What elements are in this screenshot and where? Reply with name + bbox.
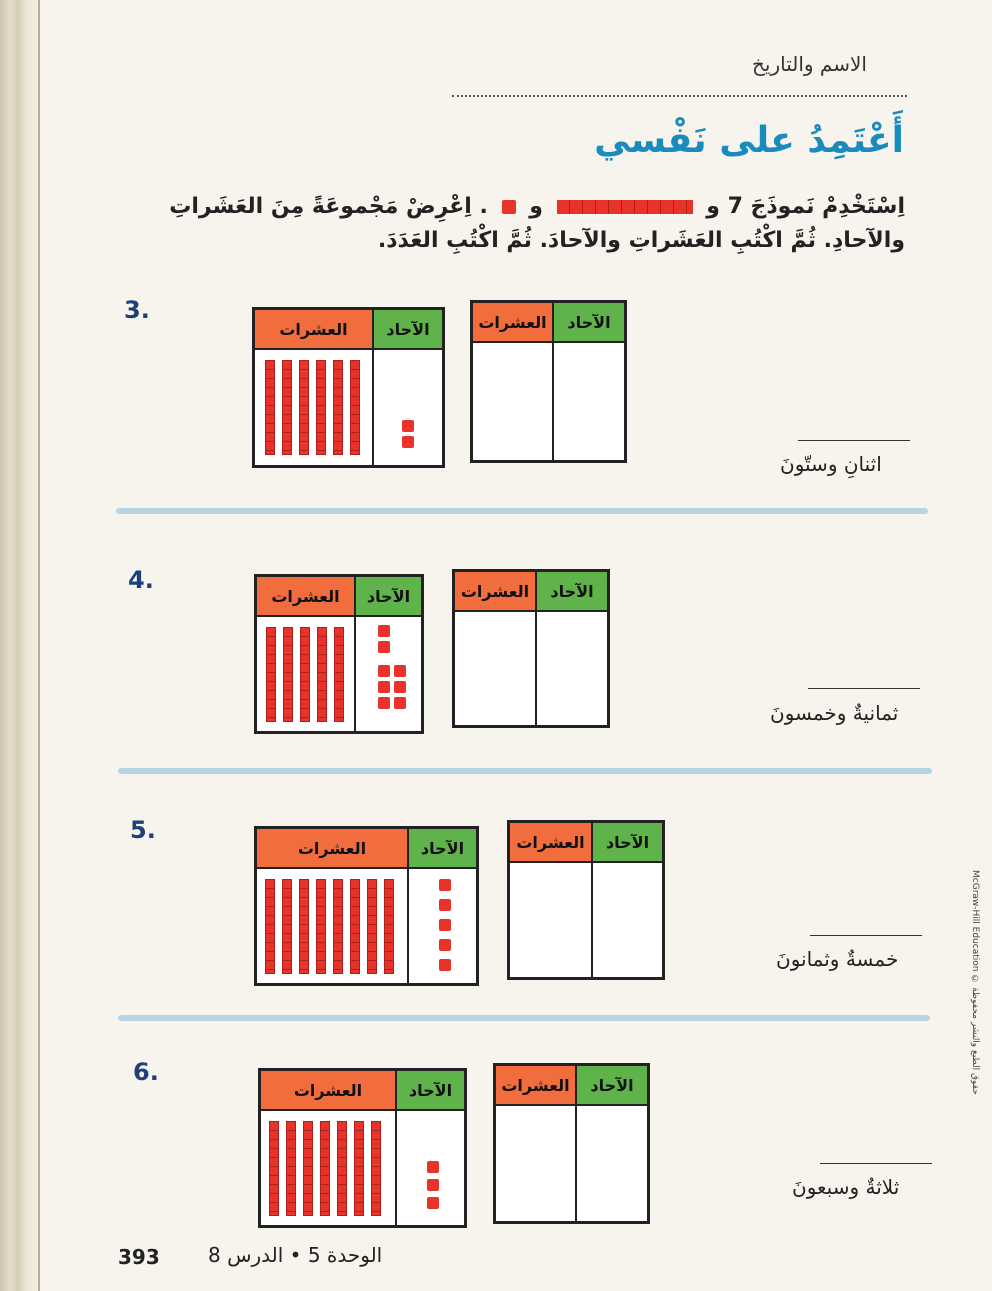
ten-rod [354, 1121, 364, 1216]
unit-cube [439, 939, 451, 951]
ones-header: الآحاد [409, 829, 476, 869]
ten-rod [316, 360, 326, 455]
unit-cube [394, 681, 406, 693]
tens-cell [255, 350, 372, 465]
tens-column [455, 572, 535, 725]
instructions-part1: اِسْتَخْدِمْ نَموذَجَ 7 و [706, 194, 905, 219]
problem-number: 3. [124, 296, 150, 324]
spine-edge [38, 0, 40, 1291]
unit-cube [427, 1179, 439, 1191]
unit-cube [378, 697, 390, 709]
number-word: ثمانيةٌ وخمسونَ [770, 701, 899, 725]
number-word: خمسةٌ وثمانونَ [776, 947, 899, 971]
answer-line [798, 440, 910, 441]
unit-cube [439, 919, 451, 931]
unit-cube-icon [502, 200, 516, 214]
unit-cube [394, 697, 406, 709]
unit-cube [427, 1197, 439, 1209]
tens-column [261, 1071, 395, 1225]
copyright-credit: McGraw-Hill Education © حقوق الطبع والنشر محفوظة [970, 870, 980, 1095]
number-word: ثلاثةٌ وسبعونَ [792, 1175, 900, 1199]
unit-cube [378, 641, 390, 653]
unit-cube [427, 1161, 439, 1173]
ones-column [354, 577, 421, 731]
page-title: أَعْتَمِدُ على نَفْسي [594, 120, 904, 161]
ones-header: الآحاد [537, 572, 607, 612]
section-divider [118, 768, 932, 774]
problem-number: 6. [133, 1058, 159, 1086]
unit-cube [378, 665, 390, 677]
answer-line [808, 688, 920, 689]
book-spine [0, 0, 40, 1291]
tens-column [255, 310, 372, 465]
ones-column [575, 1066, 647, 1221]
ten-rod [317, 627, 327, 722]
ten-rod [300, 627, 310, 722]
tens-header: العشرات [455, 572, 535, 612]
name-date-label: الاسم والتاريخ [752, 52, 867, 76]
ones-cell [409, 869, 476, 983]
model-chart [252, 307, 445, 468]
unit-cube [402, 420, 414, 432]
unit-cube [378, 625, 390, 637]
ones-column [407, 829, 476, 983]
page-number: 393 [118, 1245, 160, 1269]
ten-rod [333, 879, 343, 974]
instructions [120, 190, 905, 258]
ten-rod [299, 879, 309, 974]
ten-rod [316, 879, 326, 974]
ten-rod [265, 879, 275, 974]
answer-line [810, 935, 922, 936]
tens-column [496, 1066, 575, 1221]
ten-rod [334, 627, 344, 722]
tens-column [510, 823, 591, 977]
answer-line [820, 1163, 932, 1164]
ten-rod [283, 627, 293, 722]
ones-column [552, 303, 624, 460]
answer-chart [452, 569, 610, 728]
unit-cube [439, 899, 451, 911]
tens-cell [261, 1111, 395, 1225]
model-chart [258, 1068, 467, 1228]
tens-header: العشرات [510, 823, 591, 863]
tens-header: العشرات [261, 1071, 395, 1111]
ten-rod [265, 360, 275, 455]
ones-column [591, 823, 662, 977]
ones-cell [397, 1111, 464, 1225]
tens-column [257, 577, 354, 731]
instructions-part2: و [529, 194, 543, 219]
tens-cell [257, 869, 407, 983]
ten-rod [350, 879, 360, 974]
ten-rod [333, 360, 343, 455]
tens-header: العشرات [473, 303, 552, 343]
ten-rod [320, 1121, 330, 1216]
ten-rod [350, 360, 360, 455]
tens-header: العشرات [257, 829, 407, 869]
answer-chart [493, 1063, 650, 1224]
tens-header: العشرات [255, 310, 372, 350]
ones-header: الآحاد [593, 823, 662, 863]
model-chart [254, 574, 424, 734]
unit-cube [394, 665, 406, 677]
ones-header: الآحاد [356, 577, 421, 617]
ten-rod [384, 879, 394, 974]
ones-header: الآحاد [374, 310, 442, 350]
model-chart [254, 826, 479, 986]
answer-chart [507, 820, 665, 980]
ten-rod [269, 1121, 279, 1216]
name-date-dotted-line [452, 95, 907, 97]
ten-rod [286, 1121, 296, 1216]
ten-rod [282, 879, 292, 974]
ones-cell [374, 350, 442, 465]
number-word: اثنانِ وستّونَ [780, 452, 882, 476]
tens-header: العشرات [257, 577, 354, 617]
unit-cube [439, 959, 451, 971]
ten-rod-icon [557, 200, 693, 214]
tens-column [473, 303, 552, 460]
unit-cube [439, 879, 451, 891]
ones-header: الآحاد [577, 1066, 647, 1106]
lesson-label: الوحدة 5 • الدرس 8 [208, 1243, 383, 1267]
problem-number: 5. [130, 816, 156, 844]
ten-rod [266, 627, 276, 722]
section-divider [116, 508, 928, 514]
instructions-part3: . اِعْرِضْ مَجْموعَةً مِنَ العَشَراتِ والآحادِ. ثُمَّ اكْتُبِ العَشَراتِ والآحادَ. ثُمَّ اكْتُبِ العَدَدَ. [169, 194, 905, 253]
section-divider [118, 1015, 930, 1021]
unit-cube [378, 681, 390, 693]
ones-column [395, 1071, 464, 1225]
ten-rod [299, 360, 309, 455]
ten-rod [282, 360, 292, 455]
ten-rod [371, 1121, 381, 1216]
ones-header: الآحاد [554, 303, 624, 343]
unit-cube [402, 436, 414, 448]
ten-rod [337, 1121, 347, 1216]
ten-rod [367, 879, 377, 974]
ones-column [372, 310, 442, 465]
problem-number: 4. [128, 566, 154, 594]
ones-cell [356, 617, 421, 731]
ones-column [535, 572, 607, 725]
tens-header: العشرات [496, 1066, 575, 1106]
ten-rod [303, 1121, 313, 1216]
answer-chart [470, 300, 627, 463]
ones-header: الآحاد [397, 1071, 464, 1111]
tens-column [257, 829, 407, 983]
tens-cell [257, 617, 354, 731]
